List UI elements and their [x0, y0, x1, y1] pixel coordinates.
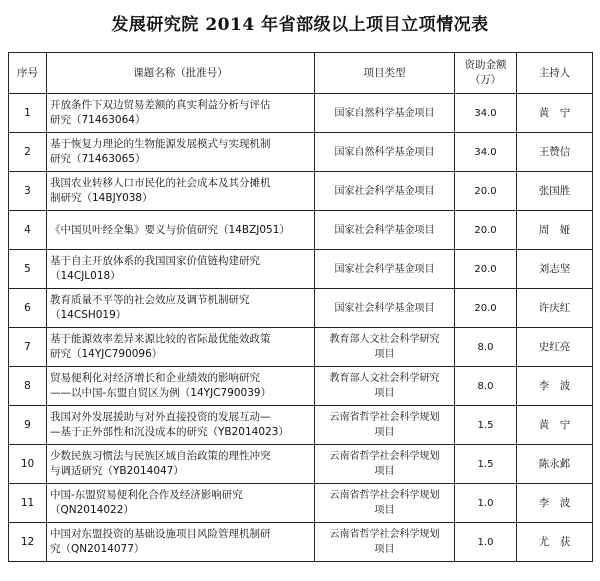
row-index: 11 — [9, 484, 47, 523]
row-funding-amount: 1.5 — [455, 406, 517, 445]
header-amount-line2: （万） — [469, 74, 502, 86]
row-project-name — [47, 250, 315, 289]
row-host: 史红亮 — [517, 328, 593, 367]
row-project-type — [315, 523, 455, 562]
project-name-line: （14CJL018） — [50, 270, 121, 282]
table-row — [9, 211, 593, 250]
table-body — [9, 94, 593, 562]
row-host: 李 波 — [517, 484, 593, 523]
project-name-line: 研究（14YJC790096） — [50, 348, 163, 360]
row-index: 1 — [9, 94, 47, 133]
table-row — [9, 406, 593, 445]
row-funding-amount: 20.0 — [455, 172, 517, 211]
project-name-line: 研究（71463064） — [50, 114, 146, 126]
row-project-type — [315, 406, 455, 445]
header-name: 课题名称（批准号） — [47, 53, 315, 94]
row-funding-amount: 8.0 — [455, 367, 517, 406]
project-type-line: 项目 — [374, 505, 395, 516]
project-type-line: 云南省哲学社会科学规划 — [329, 451, 440, 462]
row-index: 3 — [9, 172, 47, 211]
project-name-line: （QN2014022） — [50, 504, 134, 516]
row-project-type — [315, 328, 455, 367]
row-project-name — [47, 289, 315, 328]
project-name-line: 我国对外发展援助与对外直接投资的发展互动— — [50, 411, 271, 423]
row-project-name — [47, 211, 315, 250]
row-host: 尤 获 — [517, 523, 593, 562]
table-row — [9, 484, 593, 523]
project-name-line: 基于恢复力理论的生物能源发展模式与实现机制 — [50, 138, 271, 150]
header-index: 序号 — [9, 53, 47, 94]
project-type-line: 项目 — [374, 427, 395, 438]
row-index: 6 — [9, 289, 47, 328]
project-type-line: 教育部人文社会科学研究 — [329, 373, 440, 384]
row-funding-amount: 20.0 — [455, 250, 517, 289]
table-row — [9, 328, 593, 367]
table-row — [9, 133, 593, 172]
row-project-type — [315, 250, 455, 289]
row-index: 12 — [9, 523, 47, 562]
row-index: 4 — [9, 211, 47, 250]
row-project-name — [47, 172, 315, 211]
project-type-line: 国家自然科学基金项目 — [334, 107, 435, 119]
row-funding-amount: 1.0 — [455, 484, 517, 523]
row-funding-amount: 1.5 — [455, 445, 517, 484]
project-name-line: 基于自主开放体系的我国国家价值链构建研究 — [50, 255, 260, 267]
row-project-name — [47, 484, 315, 523]
row-host: 黄 宁 — [517, 406, 593, 445]
row-funding-amount: 8.0 — [455, 328, 517, 367]
table-header-row — [9, 53, 593, 94]
row-funding-amount: 20.0 — [455, 211, 517, 250]
row-index: 2 — [9, 133, 47, 172]
project-name-line: 与调适研究（YB2014047） — [50, 465, 184, 477]
row-host: 周 娅 — [517, 211, 593, 250]
project-type-line: 项目 — [374, 349, 395, 360]
row-project-type — [315, 289, 455, 328]
row-index: 9 — [9, 406, 47, 445]
project-name-line: 究（QN2014077） — [50, 543, 145, 555]
project-type-line: 国家社会科学基金项目 — [334, 302, 435, 314]
project-type-line: 项目 — [374, 388, 395, 399]
row-project-name — [47, 367, 315, 406]
row-host: 张国胜 — [517, 172, 593, 211]
row-index: 10 — [9, 445, 47, 484]
table-row — [9, 172, 593, 211]
row-funding-amount: 34.0 — [455, 94, 517, 133]
table-row — [9, 523, 593, 562]
row-host: 陈永邺 — [517, 445, 593, 484]
row-project-name — [47, 523, 315, 562]
row-host: 许庆红 — [517, 289, 593, 328]
project-type-line: 云南省哲学社会科学规划 — [329, 412, 440, 423]
project-type-line: 国家自然科学基金项目 — [334, 146, 435, 158]
row-project-name — [47, 94, 315, 133]
project-type-line: 云南省哲学社会科学规划 — [329, 529, 440, 540]
projects-table — [8, 52, 593, 562]
row-host: 黄 宁 — [517, 94, 593, 133]
row-project-type — [315, 484, 455, 523]
header-type: 项目类型 — [315, 53, 455, 94]
row-project-type — [315, 172, 455, 211]
project-name-line: 贸易便利化对经济增长和企业绩效的影响研究 — [50, 372, 260, 384]
header-amount-line1: 资助金额 — [464, 59, 507, 71]
row-index: 7 — [9, 328, 47, 367]
row-host: 刘志坚 — [517, 250, 593, 289]
project-type-line: 国家社会科学基金项目 — [334, 185, 435, 197]
project-type-line: 国家社会科学基金项目 — [334, 224, 435, 236]
header-amount — [455, 53, 517, 94]
row-funding-amount: 20.0 — [455, 289, 517, 328]
project-name-line: 基于能源效率差异来源比较的省际最优能效政策 — [50, 333, 271, 345]
row-funding-amount: 34.0 — [455, 133, 517, 172]
project-name-line: 《中国贝叶经全集》要义与价值研究（14BZJ051） — [50, 223, 290, 236]
row-host: 王赞信 — [517, 133, 593, 172]
project-name-line: （14CSH019） — [50, 309, 127, 321]
row-project-type — [315, 133, 455, 172]
project-name-line: 研究（71463065） — [50, 153, 146, 165]
table-row — [9, 289, 593, 328]
project-name-line: 教育质量不平等的社会效应及调节机制研究 — [50, 294, 250, 306]
project-type-line: 云南省哲学社会科学规划 — [329, 490, 440, 501]
table-row — [9, 367, 593, 406]
row-project-type — [315, 94, 455, 133]
project-type-line: 项目 — [374, 544, 395, 555]
row-project-name — [47, 406, 315, 445]
row-index: 8 — [9, 367, 47, 406]
project-type-line: 项目 — [374, 466, 395, 477]
row-project-name — [47, 328, 315, 367]
project-name-line: —基于正外部性和沉没成本的研究（YB2014023） — [50, 426, 289, 438]
row-host: 李 波 — [517, 367, 593, 406]
project-name-line: 中国-东盟贸易便利化合作及经济影响研究 — [50, 489, 243, 501]
project-name-line: 中国对东盟投资的基础设施项目风险管理机制研 — [50, 528, 271, 540]
header-host: 主持人 — [517, 53, 593, 94]
document-title: 发展研究院 2014 年省部级以上项目立项情况表 — [111, 15, 489, 35]
project-name-line: 我国农业转移人口市民化的社会成本及其分摊机 — [50, 177, 271, 189]
table-row — [9, 250, 593, 289]
row-project-type — [315, 445, 455, 484]
row-project-name — [47, 133, 315, 172]
table-row — [9, 94, 593, 133]
row-project-type — [315, 211, 455, 250]
row-funding-amount: 1.0 — [455, 523, 517, 562]
project-type-line: 教育部人文社会科学研究 — [329, 334, 440, 345]
project-name-line: 开放条件下双边贸易差额的真实利益分析与评估 — [50, 99, 271, 111]
table-row — [9, 445, 593, 484]
project-name-line: 少数民族习惯法与民族区域自治政策的理性冲突 — [50, 450, 271, 462]
project-name-line: ——以中国-东盟自贸区为例（14YJC790039） — [50, 387, 272, 399]
project-type-line: 国家社会科学基金项目 — [334, 263, 435, 275]
project-name-line: 制研究（14BJY038） — [50, 192, 153, 204]
row-project-name — [47, 445, 315, 484]
row-index: 5 — [9, 250, 47, 289]
row-project-type — [315, 367, 455, 406]
